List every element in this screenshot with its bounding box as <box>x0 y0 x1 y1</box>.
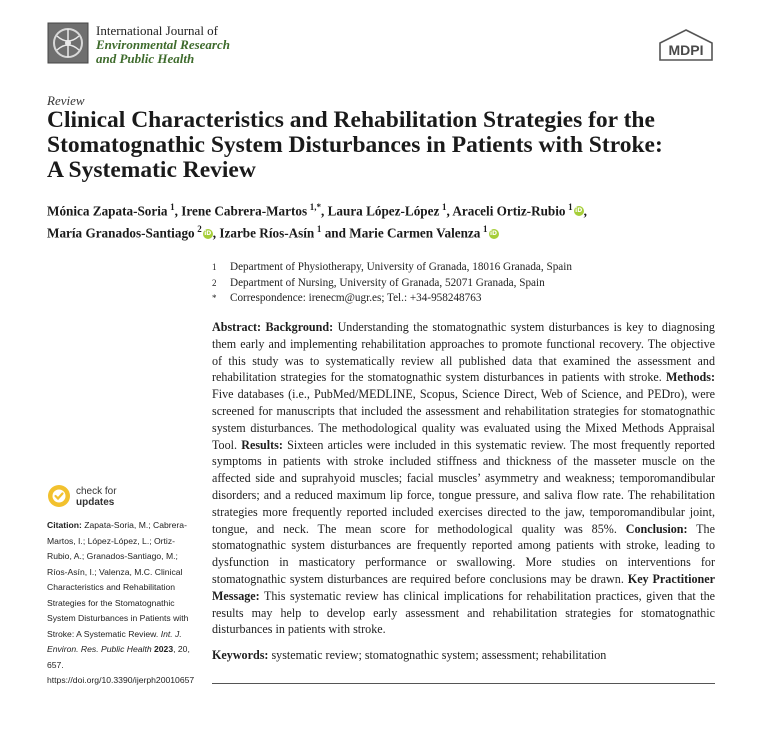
citation-text: Zapata-Soria, M.; Cabrera-Martos, I.; López-López, L.; Ortiz-Rubio, A.; Granados-Santiago, M.; Ríos-Asín, I.; Valenza, M.C. Clinical Characteristics and Rehabilitation Strategies for the Stomatognathic System Disturbances in Patients with Stroke: A Systematic Review. <box>47 520 189 639</box>
author-connector: and <box>324 225 346 241</box>
methods-label: Methods: <box>665 370 715 385</box>
journal-name-line: and Public Health <box>96 51 195 66</box>
correspondence-text[interactable]: Correspondence: irenecm@ugr.es; Tel.: +34-958248763 <box>230 292 482 304</box>
author-list: Mónica Zapata-Soria $^1$, Irene Cabrera-Martos $^{1,*}$, Laura López-López $^1$, Araceli Ortiz-Rubio $^1$ iD, María Granados-Santiago $^2$ iD, Izarbe Ríos-Asín $^1$ and Marie Carmen Valenza $^1$ iD <box>47 202 587 241</box>
orcid-icon[interactable]: iD <box>575 207 583 215</box>
keywords <box>212 648 715 663</box>
methods-text: Five databases (i.e., PubMed/MEDLINE, Scopus, Science Direct, Web of Science, and PEDro), were screened for manuscripts that included the assessment and rehabilitation strategies for stomatognathic system disturbances. The methodological quality was evaluated using the Mixed Methods Appraisal Tool. <box>212 387 715 452</box>
affiliation-mark: 2 <box>212 277 217 288</box>
abstract <box>212 319 715 638</box>
conclusion-label: Conclusion: <box>625 521 688 536</box>
journal-name-line: Environmental Research <box>96 37 230 52</box>
mdpi-logo <box>657 28 715 62</box>
author-name[interactable]: María Granados-Santiago <box>47 225 195 241</box>
affiliation-text: Department of Nursing, University of Granada, 52071 Granada, Spain <box>230 276 545 289</box>
author-name[interactable]: Mónica Zapata-Soria <box>47 203 168 219</box>
journal-name-line: International Journal of <box>96 23 219 38</box>
citation-label: Citation: <box>47 520 82 530</box>
author-name[interactable]: Irene Cabrera-Martos <box>181 203 308 219</box>
abstract-label: Abstract: <box>212 320 262 334</box>
affiliation-mark: 1 <box>568 202 573 212</box>
affiliation-mark: 1 <box>212 262 217 272</box>
check-for-updates-icon <box>47 484 71 508</box>
journal-logo <box>47 22 89 64</box>
kpm-text: This systematic review has clinical implications for rehabilitation practices, given that the results may help to develop early assessment and rehabilitation strategies for stomatognathic disturbances in patients with stroke. <box>212 588 715 637</box>
citation-year: 2023 <box>154 644 174 654</box>
title-line: Clinical Characteristics and Rehabilitation Strategies for the <box>47 107 655 133</box>
check-for-updates-label <box>76 486 117 508</box>
background-label: Background: <box>265 320 334 334</box>
journal-name <box>96 24 230 66</box>
background-text: Understanding the stomatognathic system disturbances is key to diagnosing them early and implementing rehabilitation approaches to promote functional recovery. The objective of this study was to systematically review all published data that examined the assessment and rehabilitation strategies for the stomatognathic system disturbances in patients with stroke. <box>212 320 715 385</box>
results-label: Results: <box>241 437 283 452</box>
affiliations <box>212 260 572 307</box>
affiliation-mark: 1,* <box>309 202 322 212</box>
affiliation-mark: 2 <box>197 224 202 235</box>
author-name[interactable]: Laura López-López <box>327 203 440 219</box>
keywords-label: Keywords: <box>212 648 269 662</box>
title-line: Stomatognathic System Disturbances in Patients with Stroke: <box>47 132 663 158</box>
affiliation-mark: 1 <box>483 224 488 235</box>
affiliation-mark: * <box>212 293 217 303</box>
author-name[interactable]: Izarbe Ríos-Asín <box>219 225 315 241</box>
citation-journal: Int. J. Environ. Res. Public Health <box>47 628 182 654</box>
affiliation-mark: 1 <box>316 224 322 235</box>
affiliation-row <box>212 260 572 276</box>
orcid-icon[interactable]: iD <box>204 229 212 237</box>
citation-doi[interactable]: , 20, 657. https://doi.org/10.3390/ijerph20010657 <box>47 644 195 685</box>
affiliation-text: Department of Physiotherapy, University of Granada, 18016 Granada, Spain <box>230 261 572 273</box>
orcid-icon[interactable]: iD <box>490 229 498 237</box>
article-title <box>47 108 737 183</box>
author-name[interactable]: Marie Carmen Valenza <box>349 225 481 241</box>
title-line: A Systematic Review <box>47 157 256 183</box>
divider <box>212 683 715 684</box>
keywords-text: systematic review; stomatognathic system; assessment; rehabilitation <box>271 648 607 662</box>
affiliation-row <box>212 276 572 292</box>
check-for-updates-line: updates <box>76 497 115 508</box>
article-type: Review <box>47 93 85 108</box>
conclusion-text: The stomatognathic system disturbances are frequently reported among patients with stroke, leading to dysfunction in masticatory performance or swallowing. More studies on interventions for stomatognathic system disturbances are required before conclusions may be drawn. <box>212 521 715 586</box>
affiliation-mark: 1 <box>170 202 175 212</box>
author-name[interactable]: Araceli Ortiz-Rubio <box>452 203 566 219</box>
citation-block <box>47 518 199 689</box>
check-for-updates-line: check for <box>76 486 117 497</box>
mdpi-logo-text: MDPI <box>668 42 704 58</box>
results-text: Sixteen articles were included in this systematic review. The most frequently reported symptoms in patients with stroke included stiffness and thickness of the masseter muscle on the affected side and suprahyoid muscles; facial muscles’ asymmetry and weakness; temporomandibular disorders; and a reduced maximum lip force, tongue pressure, and saliva flow rate. The rehabilitation strategies more frequently reported included exercises directed to the jaw, temporomandibular joint, tongue, and neck. The mean score for methodological quality was 85%. <box>212 437 715 536</box>
affiliation-mark: 1 <box>441 202 447 212</box>
check-for-updates[interactable] <box>47 484 167 512</box>
affiliation-row <box>212 291 572 307</box>
kpm-label: Key Practitioner Message: <box>212 571 715 603</box>
